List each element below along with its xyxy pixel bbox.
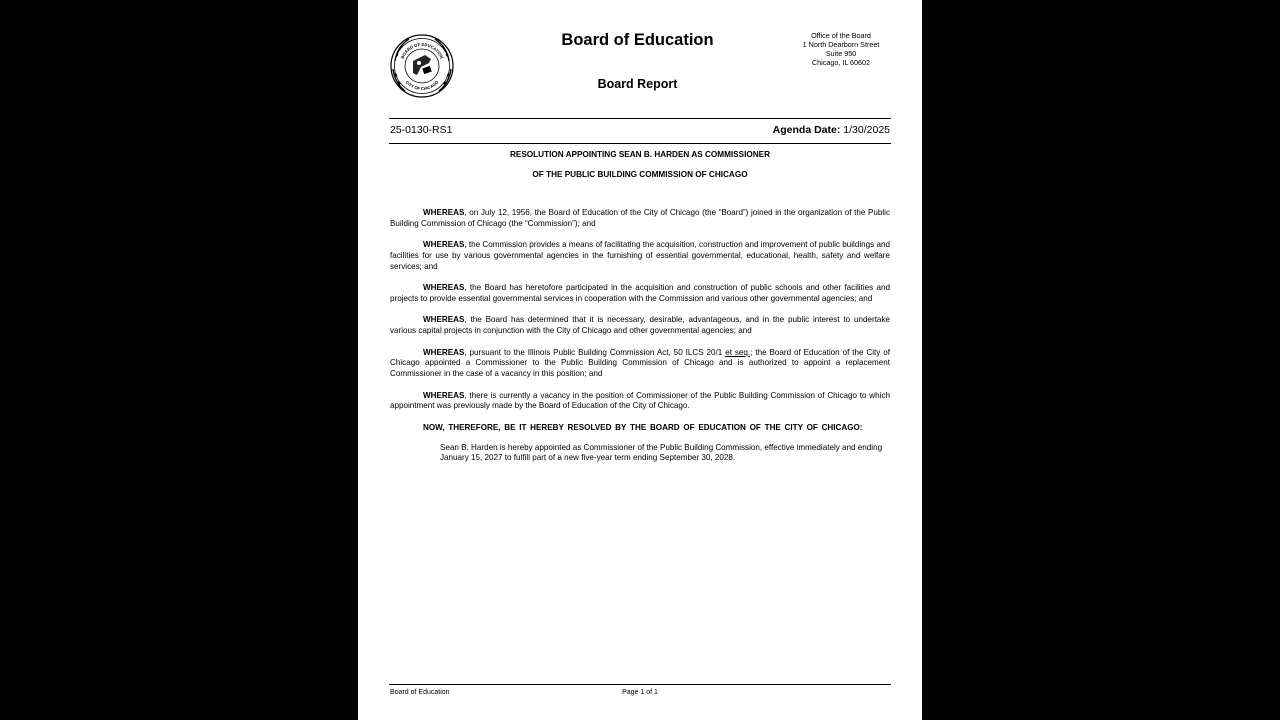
footer-org: Board of Education: [390, 689, 450, 696]
office-line: 1 North Dearborn Street: [802, 40, 880, 49]
resolution-title-line2: OF THE PUBLIC BUILDING COMMISSION OF CHICAGO: [532, 170, 748, 179]
svg-text:CITY OF CHICAGO: [405, 79, 440, 91]
resolution-title-line1: RESOLUTION APPOINTING SEAN B. HARDEN AS COMMISSIONER: [509, 150, 771, 159]
board-report-heading: Board Report: [597, 77, 678, 91]
whereas-paragraph: WHEREAS, on July 12, 1956, the Board of Education of the City of Chicago (the “Board”) joined in the organization of the Public Building Commission of Chicago (the “Commission”); and: [390, 208, 890, 228]
whereas-paragraph: WHEREAS, the Commission provides a means of facilitating the acquisition, construction and improvement of public buildings and facilities for use by various governmental agencies in the furnishing of essential governmental, educational, health, safety and welfare services; and: [390, 240, 890, 271]
appointment-text: Sean B. Harden is hereby appointed as Commissioner of the Public Building Commission, effective immediately and ending January 15, 2027 to fulfill part of a new five-year term ending September 30, 2028.: [440, 442, 883, 463]
seal-top-text: BOARD OF EDUCATION: [399, 41, 445, 60]
seal-bottom-text: CITY OF CHICAGO: [404, 79, 440, 92]
whereas-paragraph: WHEREAS, pursuant to the Illinois Public Building Commission Act, 50 ILCS 20/1 et seq.; the Board of Education of the City of Chicago appointed a Commissioner to the Public Building Commission of Chicago and is authorized to appoint a replacement Commissioner in the case of a vacancy in this position; and: [390, 347, 890, 379]
board-title: Board of Education: [561, 31, 714, 49]
page-number: Page 1 of 1: [622, 689, 658, 696]
report-number: 25-0130-RS1: [390, 124, 453, 136]
whereas-paragraph: WHEREAS, there is currently a vacancy in the position of Commissioner of the Public Building Commission of Chicago to which appointment was previously made by the Board of Education of the City of Chicago.: [390, 390, 890, 411]
header-divider: [389, 118, 891, 119]
whereas-paragraph: WHEREAS, the Board has heretofore participated in the acquisition and construction of public schools and other facilities and projects to provide essential governmental services in cooperation with the Commission and various other governmental agencies; and: [390, 283, 890, 303]
office-line: Office of the Board: [811, 31, 871, 40]
board-seal-logo: [389, 33, 455, 99]
office-line: Suite 950: [825, 49, 857, 58]
office-line: Chicago, IL 60602: [811, 58, 871, 67]
office-address: [790, 31, 892, 67]
resolution-body: [390, 208, 890, 472]
whereas-paragraph: WHEREAS, the Board has determined that it is necessary, desirable, advantageous, and in the public interest to undertake various capital projects in conjunction with the City of Chicago and other governmental agencies; and: [390, 315, 890, 336]
footer-divider: [389, 684, 891, 685]
agenda-date-value: 1/30/2025: [843, 124, 890, 136]
subheader-divider: [389, 143, 891, 144]
agenda-date: [773, 124, 890, 136]
agenda-date-label: Agenda Date:: [772, 124, 841, 136]
resolved-clause: NOW, THEREFORE, BE IT HEREBY RESOLVED BY THE BOARD OF EDUCATION OF THE CITY OF CHICAGO:: [423, 422, 863, 432]
